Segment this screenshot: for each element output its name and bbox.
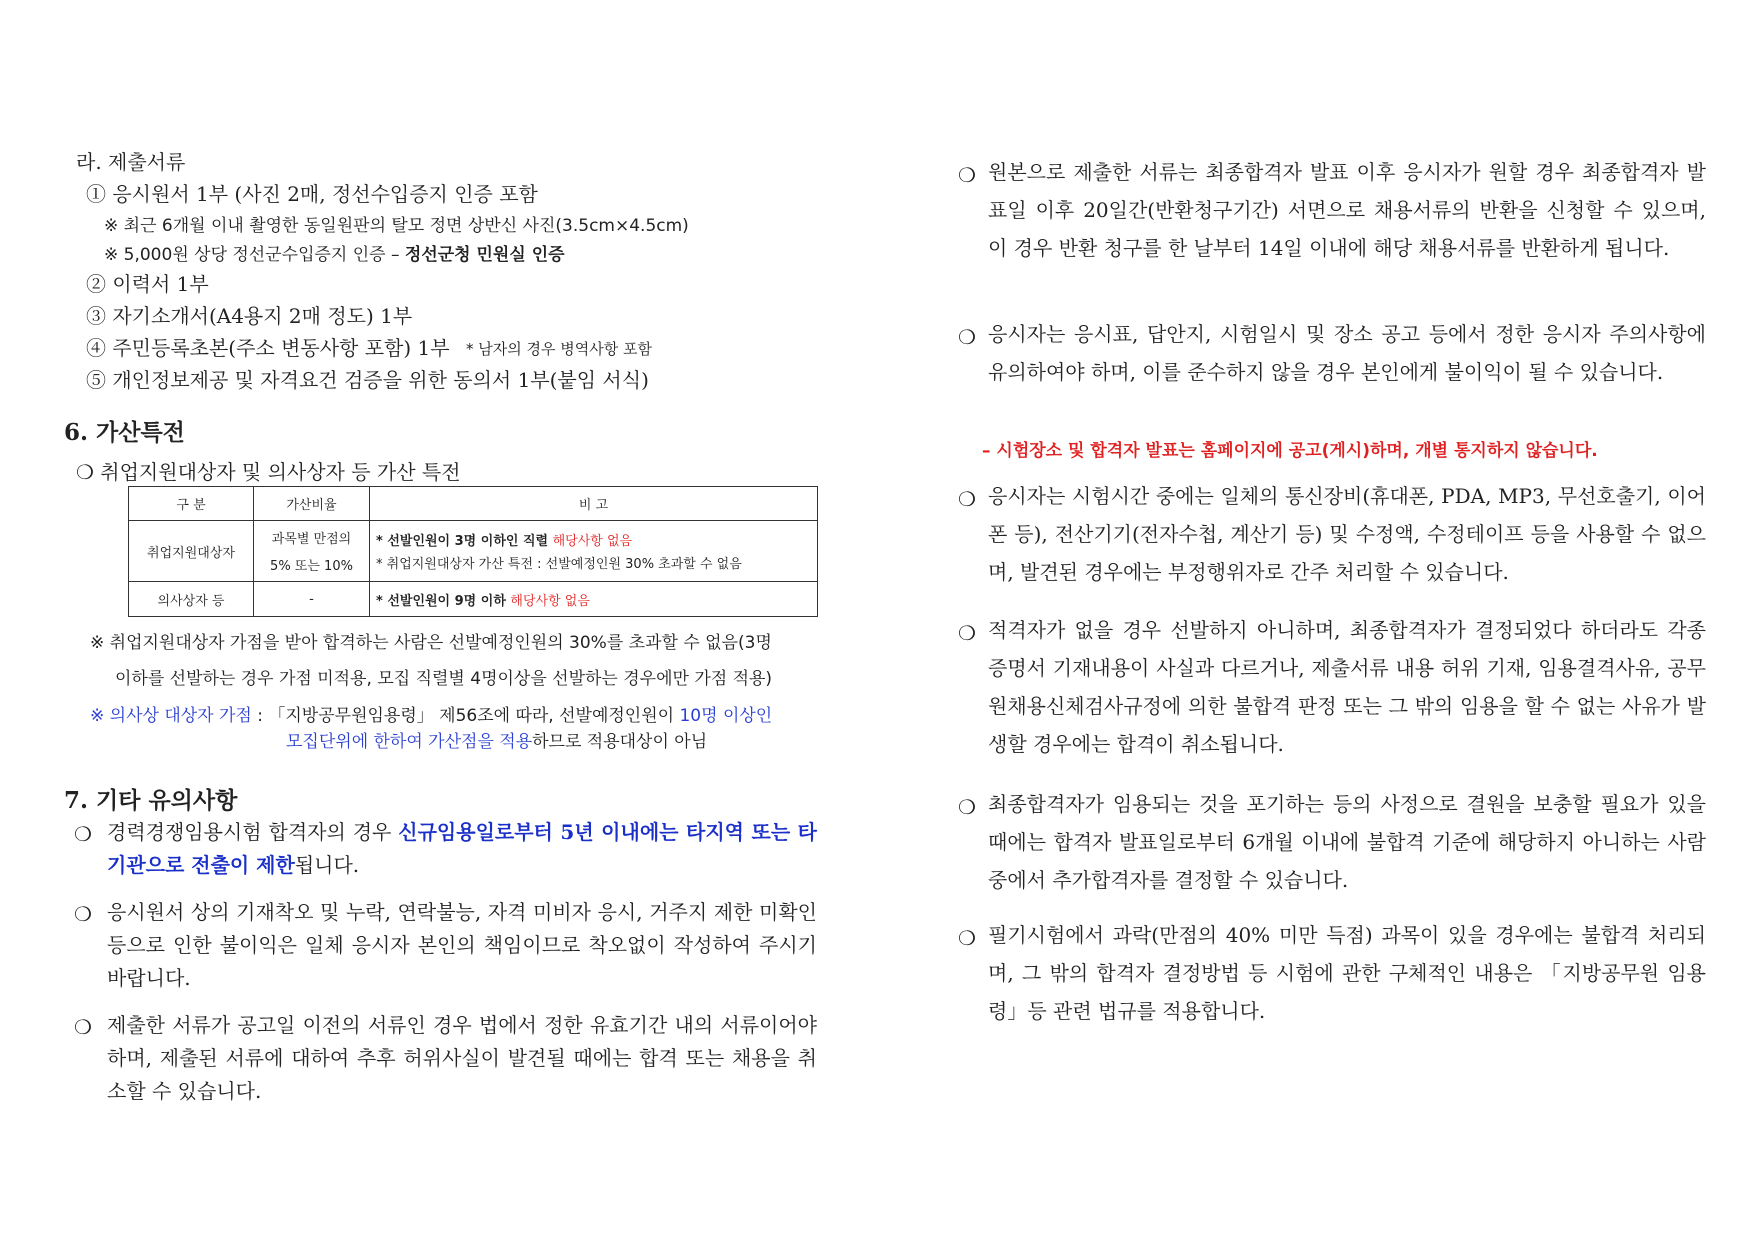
doc-item-3: ③ 자기소개서(A4용지 2매 정도) 1부: [86, 304, 413, 328]
section6-intro: [76, 456, 461, 485]
table-cell-category: 취업지원대상자: [129, 521, 254, 582]
table-header-note: 비 고: [370, 487, 818, 521]
bullet-icon: ❍: [958, 325, 976, 349]
table-cell-note: [370, 582, 818, 617]
table-cell-category: 의사상자 등: [129, 582, 254, 617]
table-header-row: [129, 487, 818, 521]
note-military: * 남자의 경우 병역사항 포함: [466, 340, 652, 358]
bullet-icon: ❍: [74, 822, 92, 846]
notice-cutoff: 필기시험에서 과락(만점의 40% 미만 득점) 과목이 있을 경우에는 불합격 처리되며, 그 밖의 합격자 결정방법 등 시험에 관한 구체적인 내용은 「지방공무원 임용령」등 관련 법규를 적용합니다.: [988, 923, 1706, 1023]
note-injured: [90, 701, 772, 726]
notice-announcement-warning: – 시험장소 및 합격자 발표는 홈페이지에 공고(게시)하며, 개별 통지하지 않습니다.: [982, 441, 1598, 461]
table-header-rate: 가산비율: [254, 487, 370, 521]
note-injured-2-text: 하므로 적용대상이 아님: [532, 732, 708, 752]
note-stamp-text: ※ 5,000원 상당 정선군수입증지 인증 –: [104, 245, 405, 265]
table-row: [129, 582, 818, 617]
doc-item-4: ④ 주민등록초본(주소 변동사항 포함) 1부: [86, 336, 450, 360]
bullet-icon: ❍: [958, 487, 976, 511]
notice-transfer: [107, 816, 817, 882]
notice-document-return: 원본으로 제출한 서류는 최종합격자 발표 이후 응시자가 원할 경우 최종합격자 발표일 이후 20일간(반환청구기간) 서면으로 채용서류의 반환을 신청할 수 있으며, 이 경우 반환 청구를 한 날부터 14일 이내에 해당 채용서류를 반환하게 됩니다.: [988, 160, 1706, 260]
note-injured-label: ※ 의사상 대상자 가점: [90, 706, 252, 726]
bullet-icon: ❍: [958, 795, 976, 819]
bullet-icon: ❍: [76, 460, 94, 484]
note-bonus-limit-1: ※ 취업지원대상자 가점을 받아 합격하는 사람은 선발예정인원의 30%를 초과할 수 없음(3명: [90, 633, 772, 653]
notice-applicant-rules: 응시자는 응시표, 답안지, 시험일시 및 장소 공고 등에서 정한 응시자 주의사항에 유의하여야 하며, 이를 준수하지 않을 경우 본인에게 불이익이 될 수 있습니다.: [988, 322, 1706, 384]
rate-line-1: 과목별 만점의: [271, 532, 352, 547]
bullet-icon: ❍: [74, 902, 92, 926]
doc-item-2: ② 이력서 1부: [86, 272, 209, 296]
notice-devices: 응시자는 시험시간 중에는 일체의 통신장비(휴대폰, PDA, MP3, 무선호출기, 이어폰 등), 전산기기(전자수첩, 계산기 등) 및 수정액, 수정테이프 등을 사용할 수 없으며, 발견된 경우에는 부정행위자로 간주 처리할 수 있습니다.: [988, 484, 1706, 584]
bullet-icon: ❍: [958, 163, 976, 187]
note-line-1: [376, 534, 632, 549]
note-row2-red: 해당사항 없음: [510, 593, 590, 609]
note-injured-blue: 10명 이상인: [679, 706, 773, 726]
table-header-category: 구 분: [129, 487, 254, 521]
note-injured-text: : 「지방공무원임용령」 제56조에 따라, 선발예정인원이: [251, 706, 680, 726]
note-injured-2-blue: 모집단위에 한하여 가산점을 적용: [286, 732, 533, 752]
note-row2-text: * 선발인원이 9명 이하: [376, 593, 511, 609]
notice-additional-pass: 최종합격자가 임용되는 것을 포기하는 등의 사정으로 결원을 보충할 필요가 있을 때에는 합격자 발표일로부터 6개월 이내에 불합격 기준에 해당하지 아니하는 사람 중에서 추가합격자를 결정할 수 있습니다.: [988, 792, 1706, 892]
section-ra-title: 라. 제출서류: [76, 150, 186, 174]
doc-item-1: ① 응시원서 1부 (사진 2매, 정선수입증지 인증 포함: [86, 182, 538, 206]
section7-heading: 7. 기타 유의사항: [64, 787, 238, 814]
table-cell-note: [370, 521, 818, 582]
bonus-table: [128, 486, 818, 617]
note-stamp-bold: 정선군청 민원실 인증: [404, 245, 565, 265]
section6-intro-text: 취업지원대상자 및 의사상자 등 가산 특전: [100, 460, 461, 484]
note-line-2: * 취업지원대상자 가산 특전 : 선발예정인원 30% 초과할 수 없음: [376, 557, 742, 572]
table-cell-rate: -: [254, 582, 370, 617]
bullet-icon: ❍: [958, 926, 976, 950]
notice-transfer-suffix: 됩니다.: [294, 853, 360, 877]
notice-transfer-highlight: 신규임용일로부터 5년 이내에는 타지역 또는 타기관으로 전출이 제한: [107, 820, 817, 877]
bullet-icon: ❍: [74, 1015, 92, 1039]
table-cell-rate: [254, 521, 370, 582]
note-line-1-text: * 선발인원이 3명 이하인 직렬: [376, 534, 553, 549]
note-photo: ※ 최근 6개월 이내 촬영한 동일원판의 탈모 정면 상반신 사진(3.5cm×4.5cm): [104, 216, 689, 236]
notice-transfer-text: 경력경쟁임용시험 합격자의 경우: [107, 820, 399, 844]
rate-line-2: 5% 또는 10%: [270, 559, 353, 574]
notice-application-errors: 응시원서 상의 기재착오 및 누락, 연락불능, 자격 미비자 응시, 거주지 제한 미확인 등으로 인한 불이익은 일체 응시자 본인의 책임이므로 착오없이 작성하여 주시기 바랍니다.: [107, 900, 817, 990]
table-row: [129, 521, 818, 582]
note-bonus-limit-2: 이하를 선발하는 경우 가점 미적용, 모집 직렬별 4명이상을 선발하는 경우에만 가점 적용): [115, 669, 773, 689]
section6-heading: 6. 가산특전: [64, 419, 185, 446]
note-injured-2: [286, 727, 707, 752]
note-stamp: [104, 240, 565, 265]
notice-document-validity: 제출한 서류가 공고일 이전의 서류인 경우 법에서 정한 유효기간 내의 서류이어야 하며, 제출된 서류에 대하여 추후 허위사실이 발견될 때에는 합격 또는 채용을 취소할 수 있습니다.: [107, 1013, 817, 1103]
doc-item-5: ⑤ 개인정보제공 및 자격요건 검증을 위한 동의서 1부(붙임 서식): [86, 368, 649, 392]
bullet-icon: ❍: [958, 621, 976, 645]
note-line-1-red: 해당사항 없음: [552, 534, 633, 549]
notice-disqualification: 적격자가 없을 경우 선발하지 아니하며, 최종합격자가 결정되었다 하더라도 각종 증명서 기재내용이 사실과 다르거나, 제출서류 내용 허위 기재, 임용결격사유, 공무원채용신체검사규정에 의한 불합격 판정 또는 그 밖의 임용을 할 수 없는 사유가 발생할 경우에는 합격이 취소됩니다.: [988, 618, 1706, 756]
